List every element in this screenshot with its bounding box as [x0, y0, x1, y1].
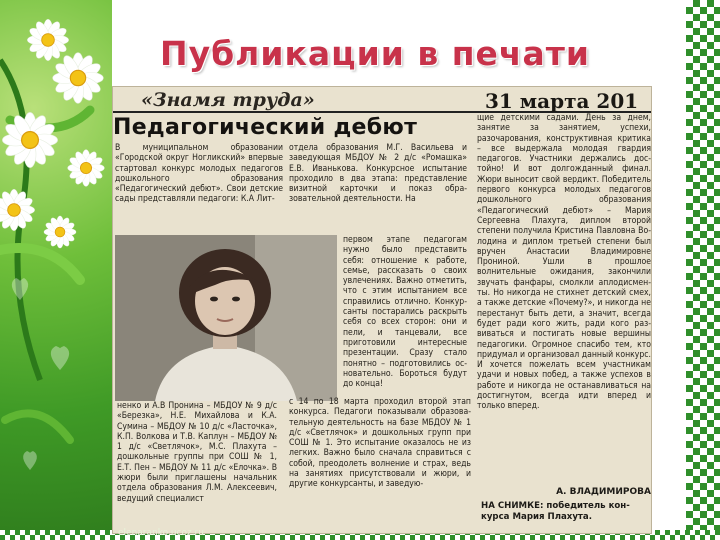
portrait-illustration — [115, 235, 337, 401]
article-headline: Педагогический дебют — [113, 115, 418, 140]
article-text: ненко и А.В Пронина – МБДОУ № 9 д/с «Березка», Н.Е. Михайлова и К.А. Сумина – МБДОУ № 10 д/с «Ласточка», К.П. Волкова и Т.В. Каплун – МБДОУ № 1 д/с «Светлячок», М.С. Плахута – дошкольные группы при СОШ № 1, Е.Т. Пен – МБДОУ № 11 д/с «Елочка». В жюри были приглашены начальник отдела образования Л.М. Алексеевич, ведущий специалист — [117, 401, 277, 504]
winner-photo — [115, 235, 337, 401]
article-signature: А. ВЛАДИМИРОВА — [556, 487, 651, 497]
article-text: щие детскими садами. День за днем, занятие за занятием, успехи, разочарования, конструктивная критика – все выдержала молодая гвардия педагогов. Участники держались достойно! И вот долгожданный финал. Жюри выносит свой вердикт. Победитель первого конкурса молодых педагогов дошкольного образования «Педагогический дебют» – Мария Сергеевна Плахута, диплом второй степени получила Кристина Павловна Володина и диплом третьей степени был вручен Анастасии Владимировне Прониной. Ушли в прошлое волнительные ожидания, закончили звучать фанфары, смолкли аплодисменты. Но никогда не стихнет детский смех, а также детские «Почему?», и никогда не перестанут быть дети, а значит, всегда будет ради кого жить, ради кого развиваться и постигать новые вершины педагогики. Огромное спасибо тем, кто придумал и организовал данный конкурс. И хочется пожелать всем участникам удачи и новых побед, а также успехов в работе и никогда не останавливаться на достигнутом, всегда идти вперед и только вперед. — [477, 113, 651, 412]
newspaper-masthead — [113, 87, 652, 113]
article-text: В муниципальном образовании «Городской округ Ногликский» впервые стартовал конкурс молодых педагогов дошкольного образования «Педагогический дебют». Свои детские сады представляли педагоги: К.А Лит- — [115, 143, 283, 205]
article-column-b — [289, 143, 467, 235]
article-column-a — [115, 143, 283, 235]
photo-caption: НА СНИМКЕ: победитель конкурса Мария Плахута. — [481, 501, 630, 522]
article-column-e — [289, 397, 471, 534]
article-column-f — [477, 113, 651, 483]
article-column-d — [117, 401, 277, 534]
article-text: первом этапе педагогам нужно было представить себя: отношение к работе, семье, рассказать о своих увлечениях. Важно отметить, что с этим испытанием все справились отлично. Конкурсанты постарались раскрыть себя со всех сторон: они и пели, и танцевали, все приготовили интересные презентации. Сразу стало понятно – подготовились основательно. Бороться будут до конца! — [343, 235, 467, 390]
article-text: с 14 по 18 марта проходил второй этап конкурса. Педагоги показывали образовательную деятельность на базе МБДОУ № 1 д/с «Светлячок» и дошкольных групп при СОШ № 1. Это испытание оказалось не из легких. Важно было сначала справиться с собой, преодолеть волнение и страх, ведь на занятиях присутствовали и жюри, и другие конкурсанты, и заведую- — [289, 397, 471, 490]
slide-title: Публикации в печати — [160, 34, 591, 73]
right-checkered-border — [686, 0, 720, 540]
left-decor-panel — [0, 0, 112, 540]
daisy-decoration-icon — [0, 0, 112, 540]
newspaper-name: «Знамя труда» — [141, 89, 315, 111]
newspaper-clipping — [112, 86, 652, 534]
newspaper-date: 31 марта 201 — [485, 89, 639, 113]
site-watermark: elenaranko.ucoz.ru — [118, 528, 204, 538]
article-text: отдела образования М.Г. Васильева и заведующая МБДОУ № 2 д/с «Ромашка» Е.В. Иванькова. Конкурсное испытание проходило в два этапа: представление визитной карточки и показ образовательной деятельности. На — [289, 143, 467, 205]
article-column-c — [343, 235, 467, 393]
